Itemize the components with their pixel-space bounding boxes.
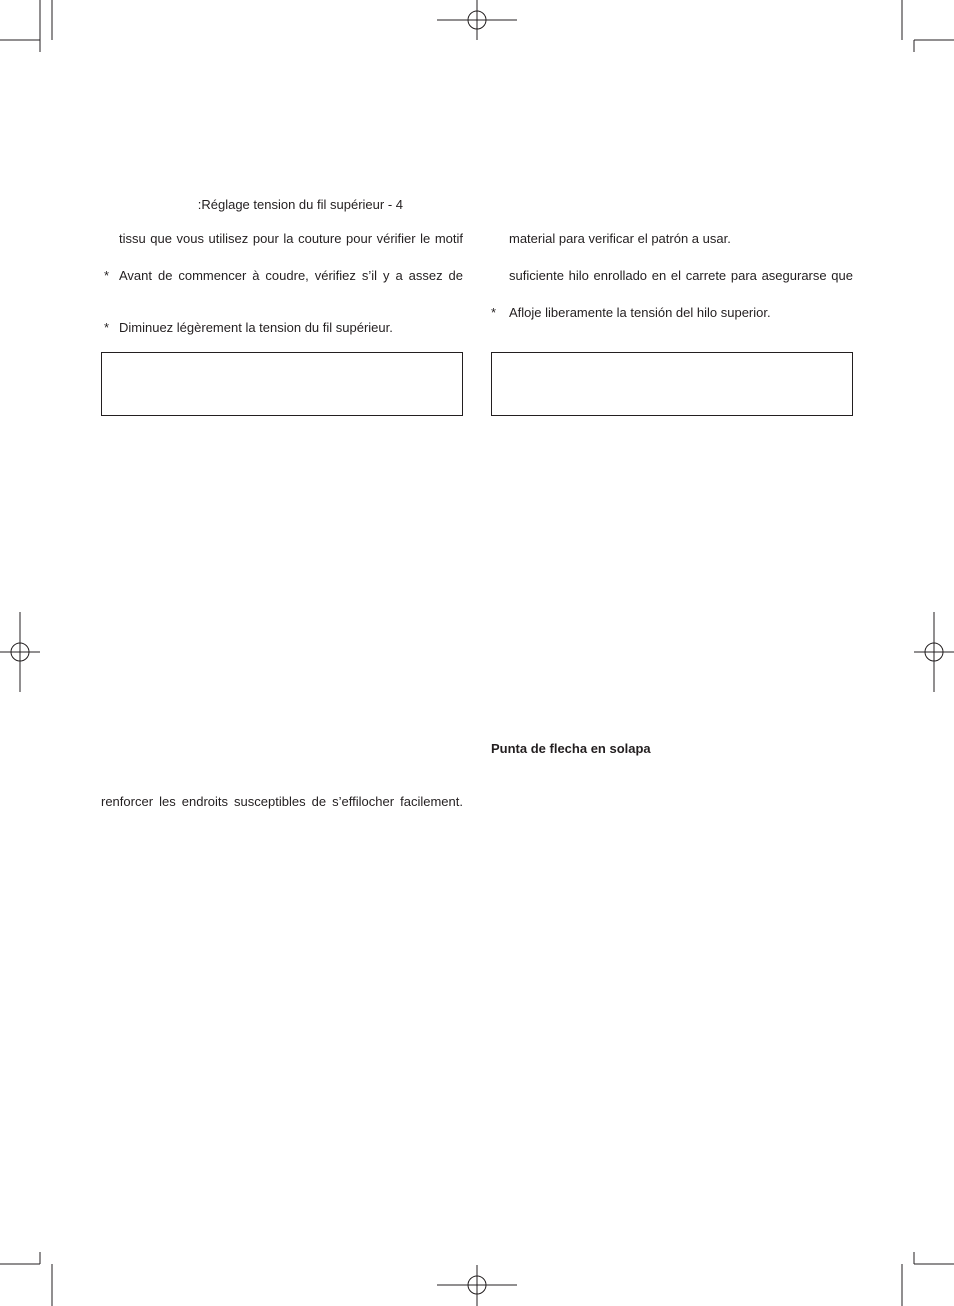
- section-heading-text: 4 - Réglage tension du fil supérieur:: [197, 197, 403, 212]
- note-box-french: [101, 352, 463, 416]
- note-box-spanish: [491, 352, 853, 416]
- french-renforcer-line: renforcer les endroits susceptibles de s’effilocher facilement.: [101, 794, 463, 809]
- bullet-asterisk: *: [104, 268, 110, 283]
- spanish-material-line: material para verificar el patrón a usar.: [509, 231, 731, 246]
- french-bullet-2: Diminuez légèrement la tension du fil supérieur.: [119, 320, 393, 335]
- section-heading-french: [197, 197, 403, 213]
- spanish-subheading: Punta de flecha en solapa: [491, 741, 651, 756]
- french-motif-line: tissu que vous utilisez pour la couture pour vérifier le motif: [119, 231, 463, 246]
- spanish-hilo-line: suficiente hilo enrollado en el carrete para asegurarse que: [509, 268, 853, 283]
- bullet-asterisk: *: [104, 320, 110, 335]
- french-bullet-1: Avant de commencer à coudre, vérifiez s’il y a assez de: [119, 268, 463, 283]
- bullet-asterisk: *: [491, 305, 497, 320]
- spanish-bullet-afloje: Afloje liberamente la tensión del hilo superior.: [509, 305, 771, 320]
